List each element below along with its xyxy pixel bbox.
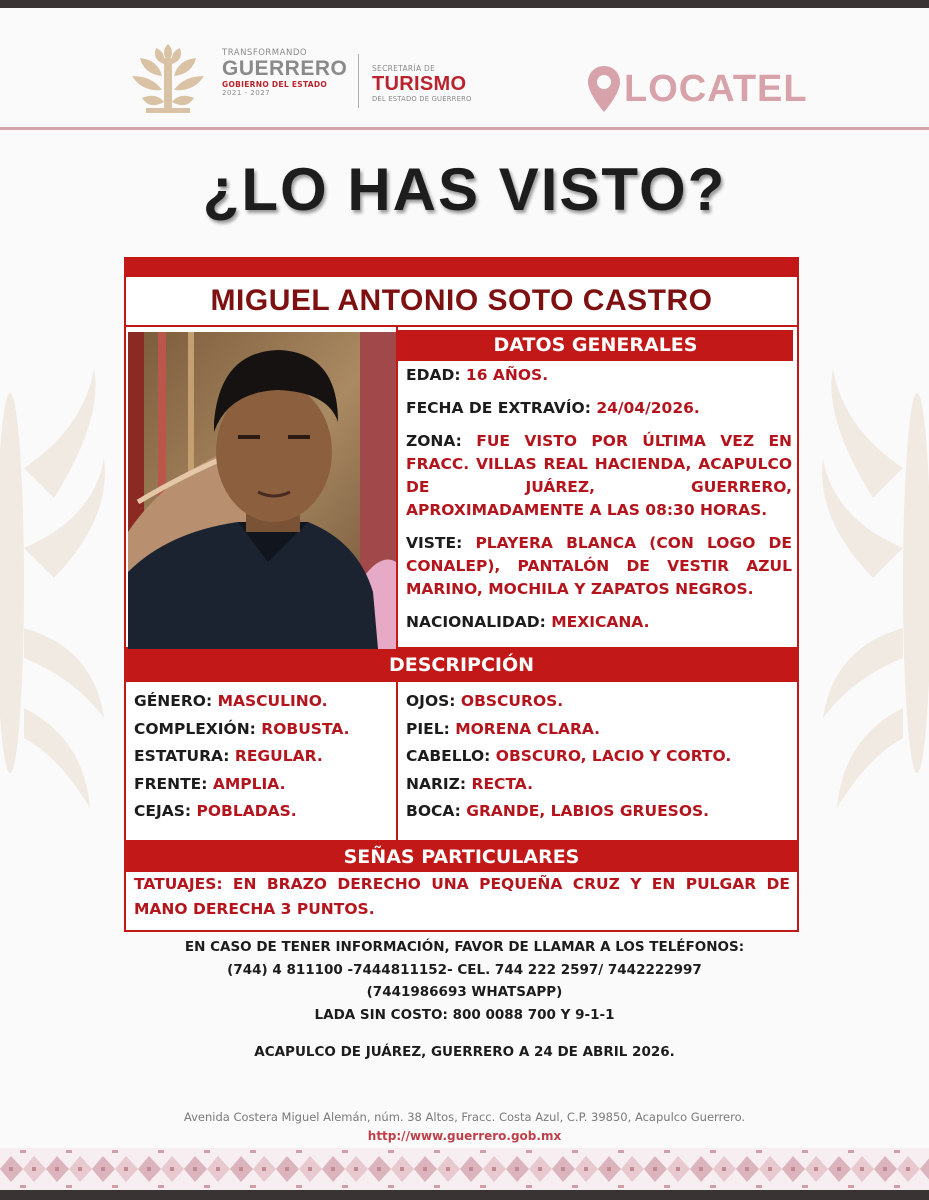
desc-item	[134, 771, 384, 799]
desc-item	[406, 716, 792, 744]
desc-item	[406, 798, 792, 826]
gov-main-text: GUERRERO	[222, 57, 348, 80]
desc-value: MORENA CLARA.	[455, 719, 601, 738]
desc-label: OJOS:	[406, 692, 456, 710]
desc-value: REGULAR.	[234, 747, 323, 765]
desc-label: PIEL:	[406, 719, 450, 738]
location-pin-icon	[586, 64, 622, 114]
turismo-logo	[372, 64, 502, 103]
top-red-bar	[124, 257, 799, 277]
desc-label: NARIZ:	[406, 774, 467, 793]
desc-item	[134, 743, 384, 771]
zona-label: ZONA:	[406, 432, 462, 450]
decorative-motif-left	[0, 348, 110, 818]
desc-item	[134, 716, 384, 744]
desc-label: CABELLO:	[406, 747, 491, 765]
desc-value: OBSCURO, LACIO Y CORTO.	[495, 747, 732, 765]
headline: ¿LO HAS VISTO?	[202, 156, 727, 223]
zona-row	[406, 430, 792, 522]
contact-phones: (744) 4 811100 -7444811152- CEL. 744 222 2597/ 7442222997	[227, 961, 702, 978]
guerrero-emblem-icon	[126, 38, 210, 118]
desc-value: MASCULINO.	[217, 692, 328, 710]
senas-text: TATUAJES: EN BRAZO DERECHO UNA PEQUEÑA CRUZ Y EN PULGAR DE MANO DERECHA 3 PUNTOS.	[134, 875, 790, 918]
desc-item	[134, 688, 384, 716]
zona-value: FUE VISTO POR ÚLTIMA VEZ EN FRACC. VILLAS REAL HACIENDA, ACAPULCO DE JUÁREZ, GUERRERO, APROXIMADAMENTE A LAS 08:30 HORAS.	[406, 432, 792, 519]
contact-whatsapp: (7441986693 WHATSAPP)	[366, 984, 563, 1000]
edad-value: 16 AÑOS.	[465, 366, 549, 384]
desc-value: AMPLIA.	[212, 774, 286, 793]
desc-item	[406, 743, 792, 771]
desc-value: GRANDE, LABIOS GRUESOS.	[466, 802, 710, 820]
datos-generales	[406, 364, 792, 644]
missing-person-poster	[0, 8, 929, 1190]
dateline: ACAPULCO DE JUÁREZ, GUERRERO A 24 DE ABRIL 2026.	[254, 1044, 675, 1060]
tur-main-text: TURISMO	[372, 73, 467, 95]
desc-label: BOCA:	[406, 802, 461, 820]
viste-row	[406, 532, 792, 601]
info-card	[124, 248, 799, 932]
fecha-label: FECHA DE EXTRAVÍO:	[406, 399, 591, 417]
desc-item	[134, 798, 384, 826]
person-name: MIGUEL ANTONIO SOTO CASTRO	[124, 277, 799, 325]
contact-line: EN CASO DE TENER INFORMACIÓN, FAVOR DE LLAMAR A LOS TELÉFONOS:	[184, 939, 745, 955]
senas-title: SEÑAS PARTICULARES	[124, 842, 799, 872]
desc-label: ESTATURA:	[134, 747, 230, 765]
fecha-value: 24/04/2026.	[596, 399, 700, 417]
desc-item	[406, 771, 792, 799]
gobierno-guerrero-logo	[222, 48, 352, 97]
decorative-motif-right	[817, 348, 929, 818]
bottom-bar	[0, 1190, 929, 1200]
descripcion-left	[134, 688, 384, 826]
fecha-row	[406, 397, 792, 420]
edad-row	[406, 364, 792, 387]
desc-value: OBSCUROS.	[460, 692, 564, 710]
nacionalidad-label: NACIONALIDAD:	[406, 613, 546, 631]
desc-label: COMPLEXIÓN:	[134, 719, 256, 738]
desc-value: POBLADAS.	[196, 802, 297, 820]
header-divider	[358, 54, 359, 108]
edad-label: EDAD:	[406, 366, 461, 384]
desc-label: CEJAS:	[134, 802, 192, 820]
person-photo	[128, 332, 396, 649]
gov-sub-text: GOBIERNO DEL ESTADO	[222, 80, 328, 89]
gov-top-text: TRANSFORMANDO	[222, 48, 308, 58]
desc-value: ROBUSTA.	[261, 719, 350, 738]
descripcion-right	[406, 688, 792, 826]
footer-pattern	[0, 1148, 929, 1190]
viste-label: VISTE:	[406, 534, 463, 552]
desc-label: FRENTE:	[134, 774, 208, 793]
descripcion-divider	[396, 682, 398, 842]
descripcion-title: DESCRIPCIÓN	[124, 649, 799, 682]
footer-url-link[interactable]: http://www.guerrero.gob.mx	[367, 1129, 562, 1143]
desc-label: GÉNERO:	[134, 692, 213, 710]
desc-item	[406, 688, 792, 716]
desc-value: RECTA.	[471, 774, 533, 793]
header-rule	[0, 127, 929, 130]
contact-toll-free: LADA SIN COSTO: 800 0088 700 Y 9-1-1	[314, 1006, 615, 1023]
locatel-logo-text: LOCATEL	[624, 68, 808, 110]
photo-divider	[396, 325, 398, 649]
tur-top-text: SECRETARÍA DE	[372, 64, 436, 73]
nacionalidad-value: MEXICANA.	[551, 613, 650, 631]
viste-value: PLAYERA BLANCA (CON LOGO DE CONALEP), PANTALÓN DE VESTIR AZUL MARINO, MOCHILA Y ZAPATOS NEGROS.	[406, 534, 792, 598]
nacionalidad-row	[406, 611, 792, 634]
gov-years-text: 2021 - 2027	[222, 89, 271, 97]
datos-generales-title: DATOS GENERALES	[398, 330, 793, 361]
tur-sub-text: DEL ESTADO DE GUERRERO	[372, 95, 472, 103]
footer-address: Avenida Costera Miguel Alemán, núm. 38 Altos, Fracc. Costa Azul, C.P. 39850, Acapulco Guerrero.	[183, 1110, 746, 1124]
contact-info	[0, 936, 929, 1026]
